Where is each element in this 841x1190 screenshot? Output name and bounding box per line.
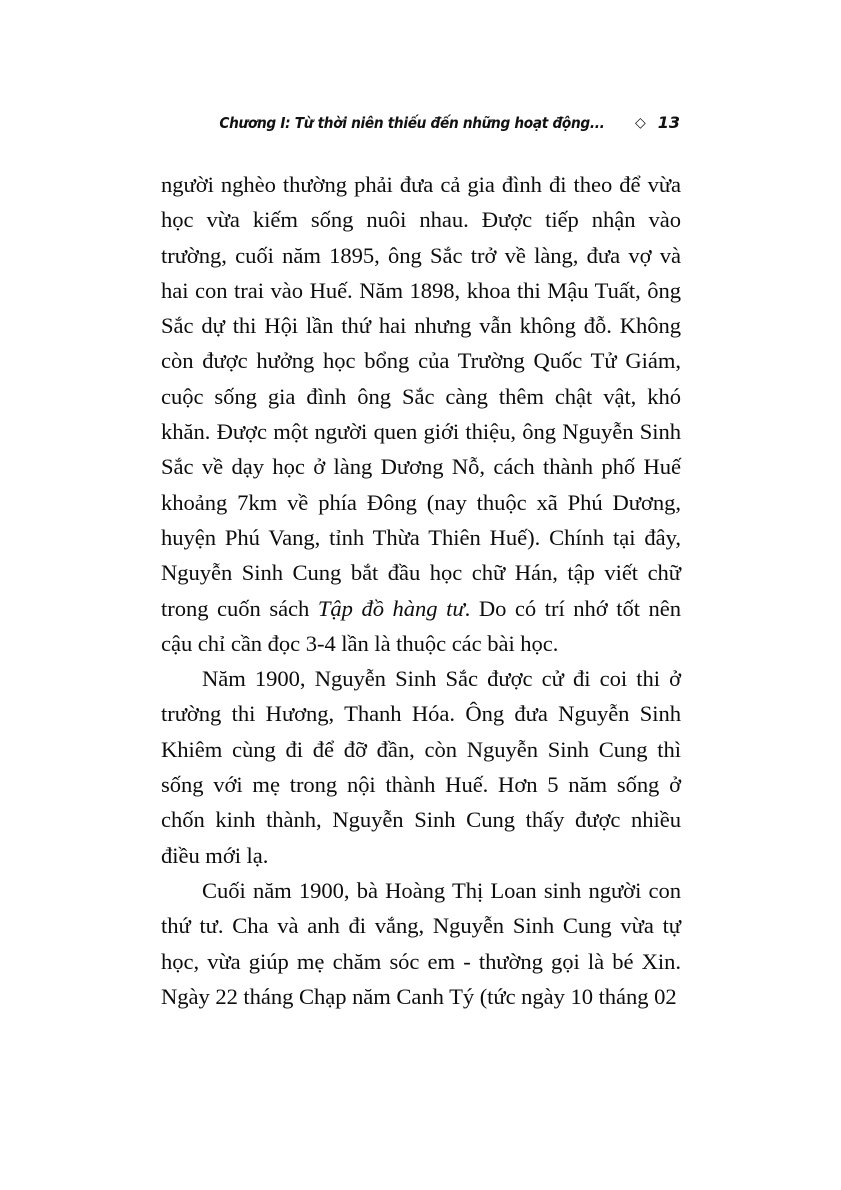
running-head xyxy=(161,113,680,139)
paragraph-1-text-after-title: . Do có trí nhớ tốt nên cậu chỉ cần đọc 3-4 lần là thuộc các bài học. xyxy=(161,595,681,656)
running-head-title: Chương I: Từ thời niên thiếu đến những hoạt động... xyxy=(219,114,605,132)
paragraph-3: Cuối năm 1900, bà Hoàng Thị Loan sinh người con thứ tư. Cha và anh đi vắng, Nguyễn Sinh Cung vừa tự học, vừa giúp mẹ chăm sóc em - thường gọi là bé Xin. Ngày 22 tháng Chạp năm Canh Tý (tức ngày 10 tháng 02 xyxy=(161,877,681,1009)
page-number: 13 xyxy=(657,113,680,132)
book-title-italic: Tập đồ hàng tư xyxy=(317,595,465,621)
paragraph-2: Năm 1900, Nguyễn Sinh Sắc được cử đi coi thi ở trường thi Hương, Thanh Hóa. Ông đưa Nguyễn Sinh Khiêm cùng đi để đỡ đần, còn Nguyễn Sinh Cung thì sống với mẹ trong nội thành Huế. Hơn 5 năm sống ở chốn kinh thành, Nguyễn Sinh Cung thấy được nhiều điều mới lạ. xyxy=(161,666,681,868)
diamond-ornament-icon: ◇ xyxy=(634,116,646,131)
body-text-block xyxy=(161,167,681,1014)
paragraph-1-text-before-title: người nghèo thường phải đưa cả gia đình đi theo để vừa học vừa kiếm sống nuôi nhau. Được tiếp nhận vào trường, cuối năm 1895, ông Sắc trở về làng, đưa vợ và hai con trai vào Huế. Năm 1898, khoa thi Mậu Tuất, ông Sắc dự thi Hội lần thứ hai nhưng vẫn không đỗ. Không còn được hưởng học bổng của Trường Quốc Tử Giám, cuộc sống gia đình ông Sắc càng thêm chật vật, khó khăn. Được một người quen giới thiệu, ông Nguyễn Sinh Sắc về dạy học ở làng Dương Nỗ, cách thành phố Huế khoảng 7km về phía Đông (nay thuộc xã Phú Dương, huyện Phú Vang, tỉnh Thừa Thiên Huế). Chính tại đây, Nguyễn Sinh Cung bắt đầu học chữ Hán, tập viết chữ trong cuốn sách xyxy=(161,172,681,621)
paragraph-1 xyxy=(161,167,681,661)
